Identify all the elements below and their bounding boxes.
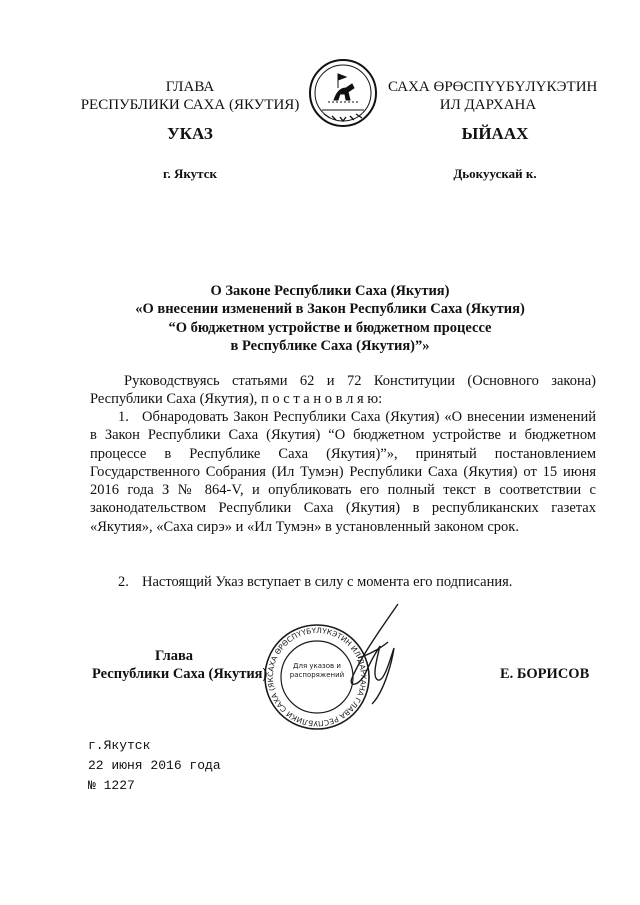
clause-1: [90, 408, 596, 536]
subject-line: О Законе Республики Саха (Якутия): [210, 283, 450, 299]
clause-2: [90, 573, 596, 591]
subject-line: «О внесении изменений в Закон Республики Саха (Якутия): [135, 301, 525, 318]
issuer-sakha: [388, 78, 598, 114]
signatory-title-line2: Республики Саха (Якутия): [92, 666, 268, 682]
signatory-title-line1: Глава: [155, 648, 194, 664]
coat-of-arms-icon: [308, 58, 378, 128]
issuer-ru-line1: ГЛАВА: [165, 79, 215, 95]
clause-number: 1.: [118, 409, 129, 425]
issue-place-ru: г. Якутск: [163, 166, 217, 181]
preamble: Руководствуясь статьями 62 и 72 Конституции (Основного закона) Республики Саха (Якутия), п о с т а н о в л я ю:: [90, 373, 596, 408]
clause-number: 2.: [118, 574, 129, 590]
issuer-sakha-line1: САХА ӨРӨСПҮҮБҮЛҮКЭТИН: [388, 79, 598, 95]
subject-line: в Республике Саха (Якутия)”»: [230, 337, 430, 354]
signature-icon: [300, 600, 420, 720]
footer-date: 22 июня 2016 года: [88, 758, 221, 773]
footer-number: № 1227: [88, 778, 135, 793]
clause-text: Настоящий Указ вступает в силу с момента его подписания.: [142, 574, 513, 590]
signatory-name: Е. БОРИСОВ: [500, 666, 590, 682]
decree-subject: [60, 282, 600, 355]
stamp-ring-text: САХА ӨРӨСПҮҮБҮЛҮКЭТИН ИЛ ДАРХАНА ГЛАВА РЕСПУБЛИКИ САХА (ЯК: [265, 625, 369, 729]
clause-text: Обнародовать Закон Республики Саха (Якутия) «О внесении изменений в Закон Республики Саха (Якутия) “О бюджетном устройстве и бюджетном процессе в Республике Саха (Якутия)”», принятый постановлением Государственного Собрания (Ил Тумэн) Республики Саха (Якутия) от 15 июня 2016 года З № 864-V, и опубликовать его полный текст в соответствии с законодательством Республики Саха (Якутия) в республиканских газетах «Якутия», «Саха сирэ» и «Ил Тумэн» в установленный законом срок.: [90, 409, 596, 535]
subject-line: “О бюджетном устройстве и бюджетном процессе: [168, 319, 492, 336]
handwritten-signature: [300, 600, 420, 720]
footer-city: г.Якутск: [88, 738, 151, 753]
issue-place-sakha: Дьокуускай к.: [453, 166, 537, 181]
issuer-ru-line2: РЕСПУБЛИКИ САХА (ЯКУТИЯ): [80, 97, 300, 113]
document-title-sakha: ЫЙААХ: [461, 124, 529, 143]
emblem: [308, 58, 378, 128]
issuer-ru: [70, 78, 310, 114]
document-title-ru: УКАЗ: [167, 124, 213, 143]
stamp-center-text: Для указов и распоряжений: [289, 662, 345, 679]
issuer-sakha-line2: ИЛ ДАРХАНА: [439, 97, 537, 113]
